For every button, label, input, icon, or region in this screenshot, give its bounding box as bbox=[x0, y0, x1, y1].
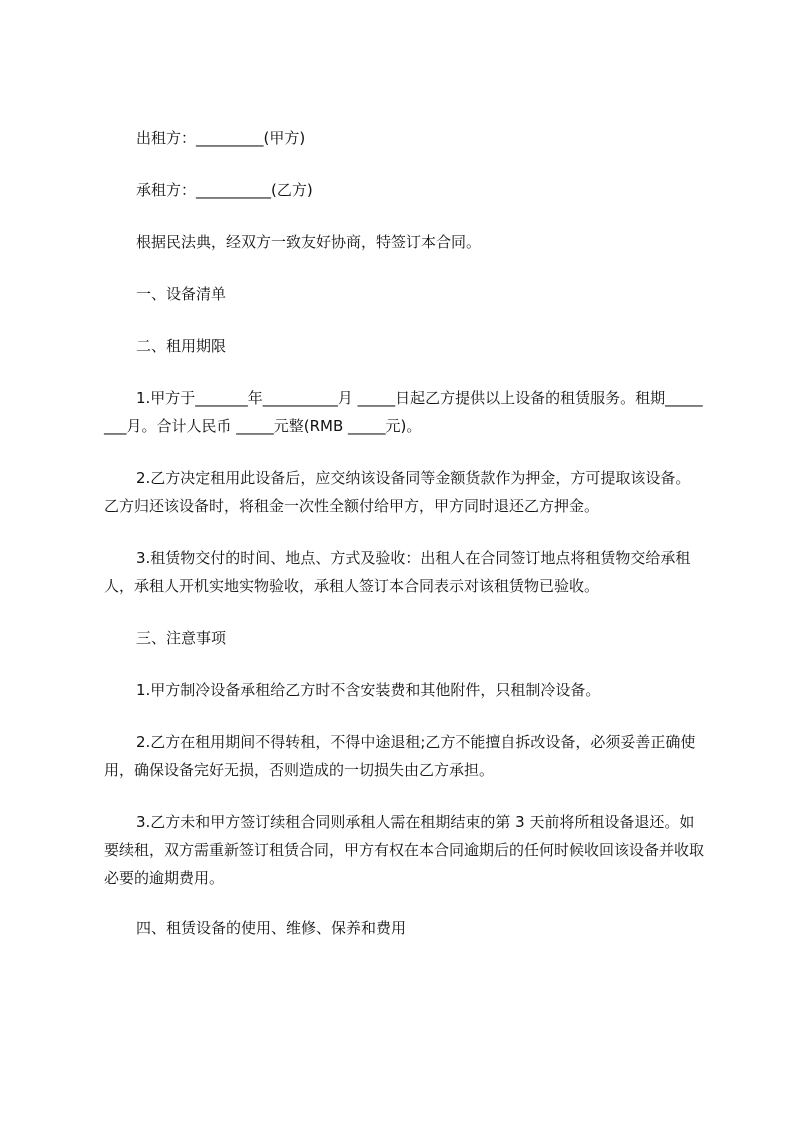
lessor-line: 出租方：_________(甲方) bbox=[136, 129, 306, 147]
section-3-item-3: 3.乙方未和甲方签订续租合同则承租人需在租期结束的第 3 天前将所租设备退还。如要续租，双方需重新签订租赁合同，甲方有权在本合同逾期后的任何时候收回该设备并收取必要的逾期费用。 bbox=[104, 813, 705, 887]
section-2-item-2: 2.乙方决定租用此设备后，应交纳该设备同等金额货款作为押金，方可提取该设备。乙方归还该设备时，将租金一次性全额付给甲方，甲方同时退还乙方押金。 bbox=[104, 469, 691, 515]
section-4-title: 四、租赁设备的使用、维修、保养和费用 bbox=[136, 919, 407, 937]
section-2-item-1: 1.甲方于_______年__________月 _____日起乙方提供以上设备的租赁服务。租期________月。合计人民币 _____元整(RMB _____元)。 bbox=[104, 389, 703, 435]
section-3-title: 三、注意事项 bbox=[136, 629, 227, 647]
section-3-item-1: 1.甲方制冷设备承租给乙方时不含安装费和其他附件，只租制冷设备。 bbox=[136, 681, 601, 699]
section-3-item-2: 2.乙方在租用期间不得转租，不得中途退租;乙方不能擅自拆改设备，必须妥善正确使用，确保设备完好无损，否则造成的一切损失由乙方承担。 bbox=[104, 733, 696, 779]
section-2-title: 二、租用期限 bbox=[136, 337, 227, 355]
section-1-title: 一、设备清单 bbox=[136, 285, 227, 303]
intro-paragraph: 根据民法典，经双方一致友好协商，特签订本合同。 bbox=[136, 233, 482, 251]
contract-body bbox=[104, 124, 704, 966]
lessee-line: 承租方：__________(乙方) bbox=[136, 181, 313, 199]
section-2-item-3: 3.租赁物交付的时间、地点、方式及验收：出租人在合同签订地点将租赁物交给承租人，承租人开机实地实物验收，承租人签订本合同表示对该租赁物已验收。 bbox=[104, 549, 691, 595]
